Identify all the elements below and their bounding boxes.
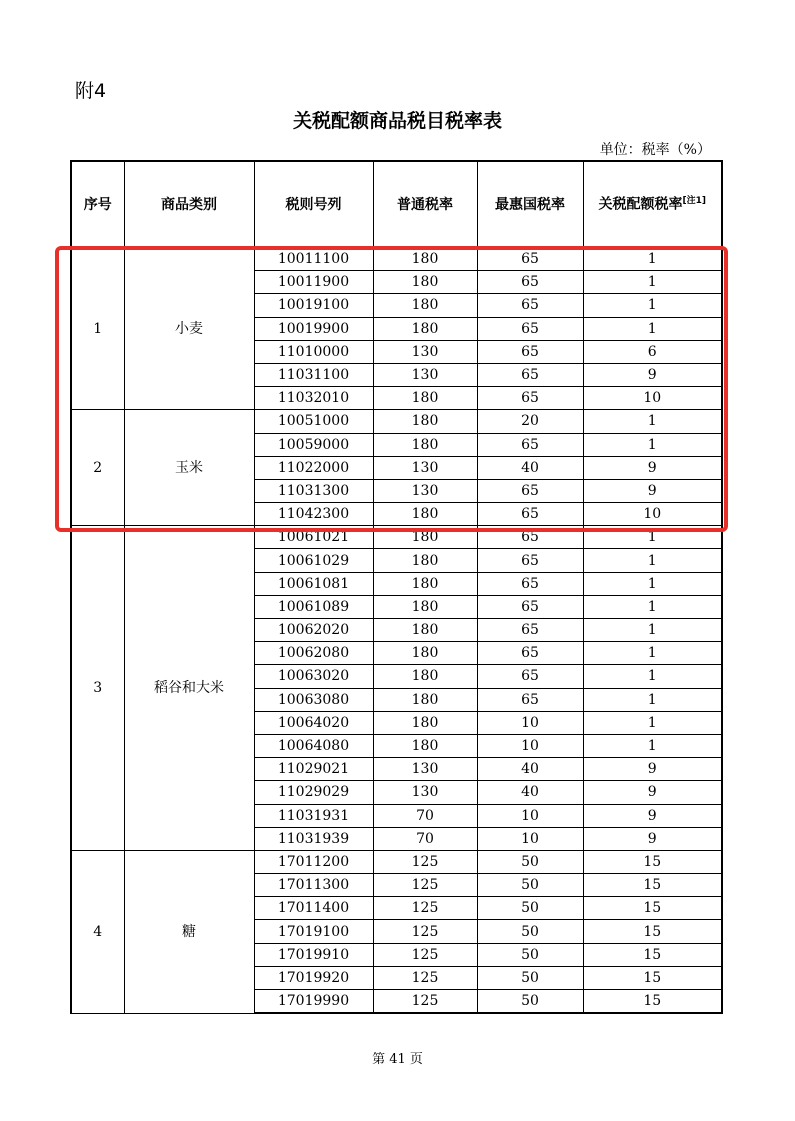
general-rate-cell: 125	[373, 920, 477, 943]
group-category: 小麦	[124, 248, 254, 410]
general-rate-cell: 125	[373, 943, 477, 966]
general-rate-cell: 70	[373, 804, 477, 827]
tariff-code-cell: 10011900	[254, 271, 373, 294]
tariff-code-cell: 17011300	[254, 874, 373, 897]
general-rate-cell: 180	[373, 711, 477, 734]
general-rate-cell: 180	[373, 410, 477, 433]
tariff-rate-table	[70, 160, 723, 1014]
general-rate-cell: 125	[373, 874, 477, 897]
mfn-rate-cell: 65	[477, 619, 583, 642]
mfn-rate-cell: 65	[477, 317, 583, 340]
quota-rate-cell: 1	[583, 271, 722, 294]
mfn-rate-cell: 40	[477, 456, 583, 479]
general-rate-cell: 125	[373, 850, 477, 873]
tariff-code-cell: 17019990	[254, 990, 373, 1014]
tariff-code-cell: 11032010	[254, 387, 373, 410]
quota-rate-cell: 1	[583, 711, 722, 734]
tariff-code-cell: 10063080	[254, 688, 373, 711]
annex-label: 附4	[75, 80, 107, 102]
mfn-rate-cell: 65	[477, 665, 583, 688]
general-rate-cell: 180	[373, 433, 477, 456]
quota-rate-cell: 1	[583, 688, 722, 711]
mfn-rate-cell: 65	[477, 503, 583, 526]
general-rate-cell: 180	[373, 642, 477, 665]
quota-rate-cell: 10	[583, 387, 722, 410]
quota-rate-cell: 15	[583, 966, 722, 989]
general-rate-cell: 130	[373, 758, 477, 781]
mfn-rate-cell: 65	[477, 433, 583, 456]
quota-rate-cell: 1	[583, 642, 722, 665]
general-rate-cell: 180	[373, 595, 477, 618]
mfn-rate-cell: 50	[477, 966, 583, 989]
tariff-code-cell: 10062080	[254, 642, 373, 665]
header-quota-label: 关税配额税率	[598, 196, 683, 213]
quota-rate-cell: 1	[583, 317, 722, 340]
table-body	[71, 248, 722, 1014]
tariff-code-cell: 17011200	[254, 850, 373, 873]
quota-rate-cell: 15	[583, 943, 722, 966]
mfn-rate-cell: 10	[477, 711, 583, 734]
quota-rate-cell: 1	[583, 734, 722, 757]
general-rate-cell: 180	[373, 572, 477, 595]
quota-rate-cell: 9	[583, 479, 722, 502]
mfn-rate-cell: 65	[477, 340, 583, 363]
table-row	[71, 410, 722, 433]
page-number: 第 41 页	[372, 1052, 423, 1067]
general-rate-cell: 180	[373, 688, 477, 711]
tariff-code-cell: 10011100	[254, 248, 373, 271]
mfn-rate-cell: 10	[477, 734, 583, 757]
mfn-rate-cell: 50	[477, 920, 583, 943]
tariff-code-cell: 11010000	[254, 340, 373, 363]
general-rate-cell: 180	[373, 317, 477, 340]
quota-rate-cell: 9	[583, 804, 722, 827]
group-seq: 2	[71, 410, 124, 526]
mfn-rate-cell: 10	[477, 827, 583, 850]
mfn-rate-cell: 65	[477, 271, 583, 294]
quota-rate-cell: 9	[583, 827, 722, 850]
quota-rate-cell: 9	[583, 456, 722, 479]
header-mfn-rate: 最惠国税率	[477, 161, 583, 248]
quota-rate-cell: 9	[583, 758, 722, 781]
tariff-code-cell: 11042300	[254, 503, 373, 526]
quota-rate-cell: 15	[583, 874, 722, 897]
tariff-code-cell: 10061021	[254, 526, 373, 549]
tariff-code-cell: 17019910	[254, 943, 373, 966]
group-category: 糖	[124, 850, 254, 1013]
general-rate-cell: 180	[373, 734, 477, 757]
table-header-row	[71, 161, 722, 248]
general-rate-cell: 180	[373, 549, 477, 572]
tariff-code-cell: 10062020	[254, 619, 373, 642]
tariff-code-cell: 10061081	[254, 572, 373, 595]
quota-rate-cell: 6	[583, 340, 722, 363]
general-rate-cell: 180	[373, 387, 477, 410]
mfn-rate-cell: 65	[477, 642, 583, 665]
header-seq: 序号	[71, 161, 124, 248]
general-rate-cell: 130	[373, 781, 477, 804]
mfn-rate-cell: 50	[477, 897, 583, 920]
tariff-code-cell: 17019920	[254, 966, 373, 989]
mfn-rate-cell: 65	[477, 387, 583, 410]
tariff-code-cell: 10019100	[254, 294, 373, 317]
quota-rate-cell: 15	[583, 850, 722, 873]
mfn-rate-cell: 20	[477, 410, 583, 433]
tariff-code-cell: 11029021	[254, 758, 373, 781]
general-rate-cell: 70	[373, 827, 477, 850]
quota-rate-cell: 1	[583, 248, 722, 271]
group-category: 玉米	[124, 410, 254, 526]
tariff-code-cell: 10051000	[254, 410, 373, 433]
header-code: 税则号列	[254, 161, 373, 248]
quota-rate-cell: 1	[583, 526, 722, 549]
tariff-code-cell: 11031931	[254, 804, 373, 827]
tariff-code-cell: 10064020	[254, 711, 373, 734]
mfn-rate-cell: 40	[477, 758, 583, 781]
general-rate-cell: 180	[373, 248, 477, 271]
general-rate-cell: 180	[373, 619, 477, 642]
general-rate-cell: 180	[373, 526, 477, 549]
group-seq: 4	[71, 850, 124, 1013]
tariff-code-cell: 17011400	[254, 897, 373, 920]
quota-rate-cell: 9	[583, 781, 722, 804]
tariff-code-cell: 10019900	[254, 317, 373, 340]
mfn-rate-cell: 50	[477, 943, 583, 966]
mfn-rate-cell: 50	[477, 874, 583, 897]
quota-rate-cell: 1	[583, 549, 722, 572]
group-seq: 3	[71, 526, 124, 851]
quota-rate-cell: 1	[583, 595, 722, 618]
quota-rate-cell: 1	[583, 433, 722, 456]
tariff-code-cell: 10064080	[254, 734, 373, 757]
mfn-rate-cell: 65	[477, 549, 583, 572]
quota-rate-cell: 9	[583, 363, 722, 386]
table-row	[71, 248, 722, 271]
quota-rate-cell: 1	[583, 619, 722, 642]
group-category: 稻谷和大米	[124, 526, 254, 851]
mfn-rate-cell: 65	[477, 595, 583, 618]
quota-rate-cell: 15	[583, 920, 722, 943]
mfn-rate-cell: 65	[477, 294, 583, 317]
table-row	[71, 850, 722, 873]
header-quota-note: [注1]	[682, 196, 706, 207]
quota-rate-cell: 1	[583, 410, 722, 433]
general-rate-cell: 130	[373, 340, 477, 363]
tariff-code-cell: 11029029	[254, 781, 373, 804]
mfn-rate-cell: 65	[477, 526, 583, 549]
general-rate-cell: 125	[373, 990, 477, 1014]
general-rate-cell: 180	[373, 271, 477, 294]
mfn-rate-cell: 65	[477, 688, 583, 711]
mfn-rate-cell: 65	[477, 248, 583, 271]
quota-rate-cell: 15	[583, 897, 722, 920]
mfn-rate-cell: 65	[477, 479, 583, 502]
quota-rate-cell: 10	[583, 503, 722, 526]
header-quota-rate	[583, 161, 722, 248]
general-rate-cell: 125	[373, 966, 477, 989]
page-title: 关税配额商品税目税率表	[292, 110, 502, 132]
tariff-code-cell: 10063020	[254, 665, 373, 688]
general-rate-cell: 130	[373, 479, 477, 502]
header-general-rate: 普通税率	[373, 161, 477, 248]
header-category: 商品类别	[124, 161, 254, 248]
quota-rate-cell: 15	[583, 990, 722, 1014]
tariff-code-cell: 17019100	[254, 920, 373, 943]
unit-label: 单位：税率（%）	[599, 142, 711, 158]
general-rate-cell: 130	[373, 363, 477, 386]
quota-rate-cell: 1	[583, 572, 722, 595]
mfn-rate-cell: 40	[477, 781, 583, 804]
general-rate-cell: 180	[373, 294, 477, 317]
tariff-code-cell: 10061029	[254, 549, 373, 572]
mfn-rate-cell: 10	[477, 804, 583, 827]
table-row	[71, 526, 722, 549]
general-rate-cell: 125	[373, 897, 477, 920]
mfn-rate-cell: 65	[477, 572, 583, 595]
tariff-code-cell: 11031300	[254, 479, 373, 502]
quota-rate-cell: 1	[583, 665, 722, 688]
quota-rate-cell: 1	[583, 294, 722, 317]
general-rate-cell: 130	[373, 456, 477, 479]
tariff-code-cell: 10059000	[254, 433, 373, 456]
tariff-code-cell: 11031100	[254, 363, 373, 386]
group-seq: 1	[71, 248, 124, 410]
tariff-code-cell: 11022000	[254, 456, 373, 479]
tariff-code-cell: 11031939	[254, 827, 373, 850]
mfn-rate-cell: 50	[477, 990, 583, 1014]
mfn-rate-cell: 50	[477, 850, 583, 873]
tariff-code-cell: 10061089	[254, 595, 373, 618]
general-rate-cell: 180	[373, 665, 477, 688]
mfn-rate-cell: 65	[477, 363, 583, 386]
general-rate-cell: 180	[373, 503, 477, 526]
